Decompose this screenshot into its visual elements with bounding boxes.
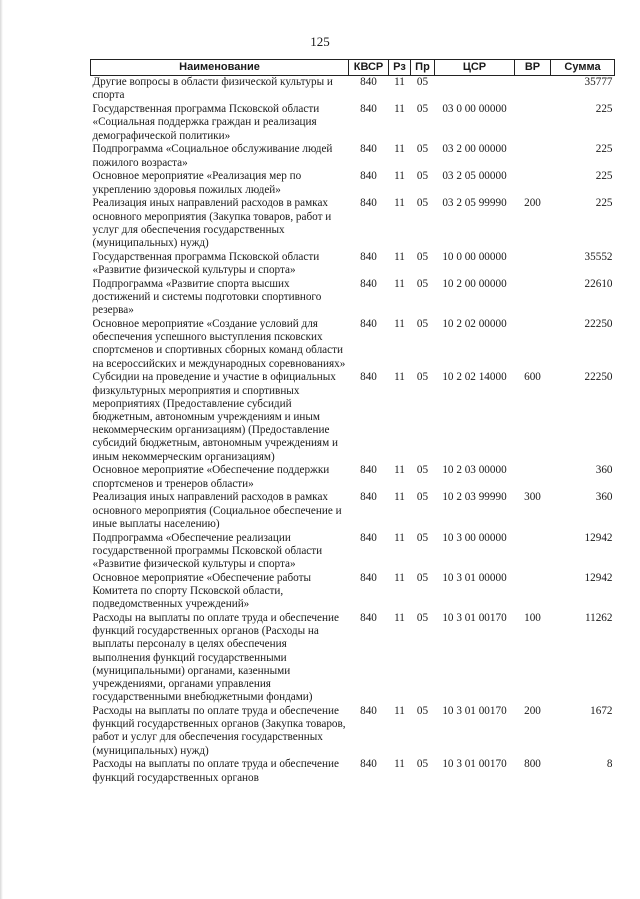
row-kvsr: 840 <box>360 143 377 156</box>
row-csr: 03 0 00 00000 <box>442 103 507 116</box>
row-pr: 05 <box>416 250 429 263</box>
row-csr: 03 2 05 99990 <box>442 197 507 210</box>
row-pr: 05 <box>416 103 429 116</box>
table-row <box>91 758 615 785</box>
row-sum: 12942 <box>584 571 613 584</box>
row-csr: 10 3 00 00000 <box>442 531 507 544</box>
row-vr <box>515 278 551 318</box>
row-vr <box>515 251 551 278</box>
row-vr: 200 <box>524 705 541 718</box>
header-pr: Пр <box>411 60 435 76</box>
row-vr <box>515 76 551 104</box>
row-pr: 05 <box>416 531 429 544</box>
row-rz: 11 <box>394 318 405 331</box>
row-kvsr: 840 <box>360 758 377 771</box>
row-csr: 03 2 05 00000 <box>442 170 507 183</box>
row-kvsr: 840 <box>360 277 377 290</box>
row-sum: 225 <box>595 170 613 183</box>
row-rz: 11 <box>394 705 405 718</box>
row-rz: 11 <box>394 371 405 384</box>
row-csr: 10 2 02 00000 <box>442 318 507 331</box>
table-row <box>91 612 615 705</box>
row-pr: 05 <box>416 143 429 156</box>
table-row <box>91 103 615 143</box>
row-rz: 11 <box>394 103 405 116</box>
row-pr: 05 <box>416 705 429 718</box>
row-vr <box>515 103 551 143</box>
row-pr: 05 <box>416 277 429 290</box>
row-vr <box>515 572 551 612</box>
row-name: Расходы на выплаты по оплате труда и обеспечение функций государственных органов (Закупка товаров, работ и услуг для обеспечения государственных (муниципальных) нужд) <box>92 705 346 757</box>
row-name: Основное мероприятие «Обеспечение работы Комитета по спорту Псковской области, подведомственных учреждений» <box>92 571 312 611</box>
row-sum: 225 <box>595 197 613 210</box>
row-vr: 100 <box>524 612 541 625</box>
header-vr: ВР <box>515 60 551 76</box>
table-header-row <box>91 60 615 76</box>
row-name: Основное мероприятие «Реализация мер по укреплению здоровья пожилых людей» <box>92 170 302 196</box>
row-kvsr: 840 <box>360 103 377 116</box>
row-pr: 05 <box>416 170 429 183</box>
row-name: Расходы на выплаты по оплате труда и обеспечение функций государственных органов <box>92 758 339 784</box>
table-row <box>91 76 615 104</box>
row-vr: 300 <box>524 491 541 504</box>
table-row <box>91 143 615 170</box>
header-csr: ЦСР <box>435 60 515 76</box>
row-csr: 03 2 00 00000 <box>442 143 507 156</box>
row-sum: 8 <box>606 758 613 771</box>
row-name: Реализация иных направлений расходов в рамках основного мероприятия (Закупка товаров, работ и услуг для обеспечения государственных (муниципальных) нужд) <box>92 197 332 250</box>
row-kvsr: 840 <box>360 491 377 504</box>
row-vr: 600 <box>524 371 541 384</box>
row-pr: 05 <box>416 318 429 331</box>
row-vr <box>515 143 551 170</box>
row-csr: 10 2 03 99990 <box>442 491 507 504</box>
row-rz: 11 <box>394 758 405 771</box>
row-sum: 22610 <box>584 277 613 290</box>
row-csr: 10 3 01 00170 <box>442 758 507 771</box>
row-rz: 11 <box>394 277 405 290</box>
row-csr: 10 0 00 00000 <box>442 250 507 263</box>
row-csr: 10 3 01 00000 <box>442 571 507 584</box>
row-kvsr: 840 <box>360 371 377 384</box>
row-rz: 11 <box>394 170 405 183</box>
row-csr: 10 3 01 00170 <box>442 612 507 625</box>
row-csr: 10 2 02 14000 <box>442 371 507 384</box>
row-pr: 05 <box>416 612 429 625</box>
row-sum: 1672 <box>590 705 613 718</box>
row-name: Подпрограмма «Обеспечение реализации государственной программы Псковской области «Развитие физической культуры и спорта» <box>92 531 323 571</box>
row-pr: 05 <box>416 758 429 771</box>
row-sum: 22250 <box>584 371 613 384</box>
row-sum: 225 <box>595 143 613 156</box>
table-row <box>91 572 615 612</box>
row-kvsr: 840 <box>360 531 377 544</box>
row-kvsr: 840 <box>360 612 377 625</box>
table-row <box>91 170 615 197</box>
row-name: Другие вопросы в области физической культуры и спорта <box>92 76 333 102</box>
table-row <box>91 491 615 531</box>
row-kvsr: 840 <box>360 250 377 263</box>
row-kvsr: 840 <box>360 705 377 718</box>
row-name: Подпрограмма «Социальное обслуживание людей пожилого возраста» <box>92 143 333 169</box>
row-kvsr: 840 <box>360 170 377 183</box>
row-kvsr: 840 <box>360 318 377 331</box>
row-pr: 05 <box>416 197 429 210</box>
table-row <box>91 371 615 464</box>
row-sum: 35552 <box>584 250 613 263</box>
row-rz: 11 <box>394 76 405 89</box>
row-csr: 10 2 00 00000 <box>442 277 507 290</box>
header-sum: Сумма <box>551 60 615 76</box>
row-name: Основное мероприятие «Создание условий для обеспечения успешного выступления псковских спортсменов и спортивных сборных команд области на всероссийских и международных соревнованиях» <box>92 318 346 370</box>
row-sum: 22250 <box>584 318 613 331</box>
row-pr: 05 <box>416 76 429 89</box>
budget-table <box>90 59 615 785</box>
table-row <box>91 251 615 278</box>
row-name: Реализация иных направлений расходов в рамках основного мероприятия (Социальное обеспечение и иные выплаты населению) <box>92 491 342 530</box>
row-pr: 05 <box>416 491 429 504</box>
row-name: Государственная программа Псковской области «Социальная поддержка граждан и реализация демографической политики» <box>92 103 320 142</box>
row-sum: 360 <box>595 491 613 504</box>
header-rz: Рз <box>389 60 411 76</box>
page-number: 125 <box>310 34 330 49</box>
row-rz: 11 <box>394 571 405 584</box>
table-row <box>91 705 615 758</box>
row-name: Основное мероприятие «Обеспечение поддержки спортсменов и тренеров области» <box>92 464 330 490</box>
row-vr <box>515 464 551 491</box>
row-rz: 11 <box>394 491 405 504</box>
table-row <box>91 318 615 371</box>
row-kvsr: 840 <box>360 197 377 210</box>
row-vr <box>515 318 551 371</box>
row-rz: 11 <box>394 250 405 263</box>
row-sum: 35777 <box>584 76 613 89</box>
row-rz: 11 <box>394 197 405 210</box>
row-sum: 11262 <box>584 612 613 625</box>
row-vr: 800 <box>524 758 541 771</box>
scan-edge <box>0 0 3 899</box>
row-rz: 11 <box>394 531 405 544</box>
row-pr: 05 <box>416 571 429 584</box>
row-csr: 10 3 01 00170 <box>442 705 507 718</box>
row-vr: 200 <box>524 197 541 210</box>
row-name: Субсидии на проведение и участие в официальных физкультурных мероприятия и спортивных мероприятиях (Предоставление субсидий бюджетным, автономным учреждениям и иным некоммерческим организациям) (Предоставление субсидий бюджетным, автономным учреждениям и иным некоммерческим организациям) <box>92 371 338 463</box>
row-rz: 11 <box>394 143 405 156</box>
row-name: Государственная программа Псковской области «Развитие физической культуры и спорта» <box>92 250 320 277</box>
header-kvsr: КВСР <box>349 60 389 76</box>
row-sum: 12942 <box>584 531 613 544</box>
row-name: Подпрограмма «Развитие спорта высших достижений и системы подготовки спортивного резерва» <box>92 277 322 317</box>
row-kvsr: 840 <box>360 464 377 477</box>
row-rz: 11 <box>394 612 405 625</box>
row-vr <box>515 532 551 572</box>
row-pr: 05 <box>416 371 429 384</box>
table-row <box>91 464 615 491</box>
row-pr: 05 <box>416 464 429 477</box>
row-sum: 360 <box>595 464 613 477</box>
row-kvsr: 840 <box>360 571 377 584</box>
row-vr <box>515 170 551 197</box>
row-kvsr: 840 <box>360 76 377 89</box>
row-rz: 11 <box>394 464 405 477</box>
row-sum: 225 <box>595 103 613 116</box>
row-csr <box>435 76 515 104</box>
row-name: Расходы на выплаты по оплате труда и обеспечение функций государственных органов (Расходы на выплаты персоналу в целях обеспечения выполнения функций государственными (муниципальными) органами, казенными учреждениями, органами управления государственными внебюджетными фондами) <box>92 612 339 704</box>
header-name: Наименование <box>91 60 349 76</box>
table-row <box>91 278 615 318</box>
table-row <box>91 532 615 572</box>
row-csr: 10 2 03 00000 <box>442 464 507 477</box>
table-body <box>91 76 615 786</box>
table-row <box>91 197 615 250</box>
